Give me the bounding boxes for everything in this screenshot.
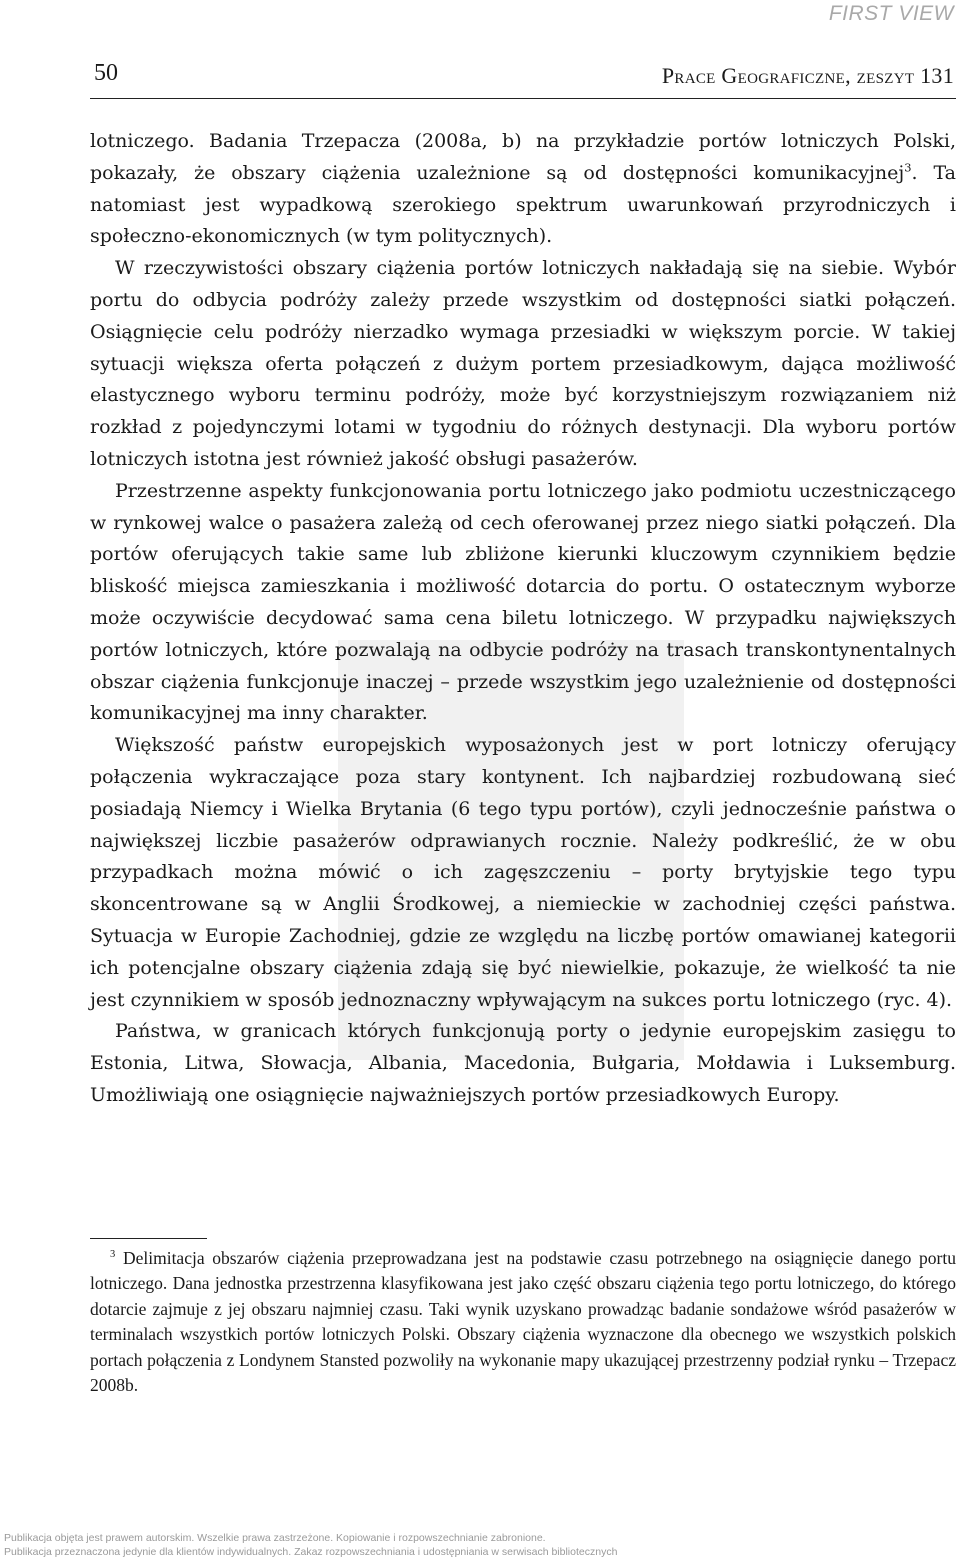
paragraph-3: Przestrzenne aspekty funkcjonowania portu lotniczego jako podmiotu uczestniczącego w rynkowej walce o pasażera zależą od cech oferowanej przez niego siatki połączeń. Dla portów oferujących takie same lub zbliżone kierunki kluczowym czynnikiem będzie bliskość miejsca zamieszkania i możliwość dotarcia do portu. O ostatecznym wyborze może oczywiście decydować sama cena biletu lotniczego. W przypadku największych portów lotniczych, które pozwalają na odbycie podróży na trasach transkontynentalnych obszar ciążenia funkcjonuje inaczej – przede wszystkim jego uzależnienie od dostępności komunikacyjnej ma inny charakter.	[90, 479, 956, 725]
running-head: Prace Geograficzne, zeszyt 131	[661, 63, 954, 88]
footnote	[90, 1246, 956, 1398]
page-number: 50	[94, 60, 118, 86]
copyright-line-2: Publikacja przeznaczona jedynie dla klientów indywidualnych. Zakaz rozpowszechniania i udostępniania w serwisach bibliotecznych	[4, 1546, 618, 1558]
body-text	[90, 126, 956, 1112]
footnote-text: Delimitacja obszarów ciążenia przeprowadzana jest na podstawie czasu potrzebnego na osiągnięcie danego portu lotniczego. Dana jednostka przestrzenna klasyfikowana jest jako część obszaru ciążenia tego portu lotniczego, do którego dotarcie zajmuje z jej obszaru najmniej czasu. Taki wynik uzyskano prowadząc badanie sondażowe wśród pasażerów w terminalach wszystkich portów lotniczych Polski. Obszary ciążenia wyznaczone dla obecnego we wszystkich polskich portach połączenia z Londynem Stansted pozwoliły na wykonanie mapy ukazującej przestrzenny podział rynku – Trzepacz 2008b.	[90, 1248, 956, 1396]
footnote-number: 3	[110, 1249, 116, 1261]
paragraph-2: W rzeczywistości obszary ciążenia portów lotniczych nakładają się na siebie. Wybór portu do odbycia podróży zależy przede wszystkim od dostępności siatki połączeń. Osiągnięcie celu podróży nierzadko wymaga przesiadki w większym porcie. W takiej sytuacji większa oferta połączeń z dużym portem przesiadkowym, dająca możliwość elastycznego wyboru terminu podróży, może być korzystniejszym rozwiązaniem niż rozkład z pojedynczymi lotami w tygodniu do różnych destynacji. Dla wyboru portów lotniczych istotna jest również jakość obsługi pasażerów.	[90, 257, 956, 470]
footnote-rule	[90, 1238, 207, 1239]
copyright-line-1: Publikacja objęta jest prawem autorskim. Wszelkie prawa zastrzeżone. Kopiowanie i rozpowszechnianie zabronione.	[4, 1532, 546, 1544]
copyright-notice	[4, 1531, 617, 1559]
first-view-banner: FIRST VIEW	[828, 2, 954, 25]
paragraph-5: Państwa, w granicach których funkcjonują porty o jedynie europejskim zasięgu to Estonia, Litwa, Słowacja, Albania, Macedonia, Bułgaria, Mołdawia i Luksemburg. Umożliwiają one osiągnięcie najważniejszych portów przesiadkowych Europy.	[90, 1020, 956, 1106]
paragraph-4: Większość państw europejskich wyposażonych jest w port lotniczy oferujący połączenia wykraczające poza stary kontynent. Ich najbardziej rozbudowaną sieć posiadają Niemcy i Wielka Brytania (6 tego typu portów), czyli jednocześnie państwa o największej liczbie pasażerów odprawianych rocznie. Należy podkreślić, że w obu przypadkach można mówić o ich zagęszczeniu – porty brytyjskie tego typu skoncentrowane są w Anglii Środkowej, a niemieckie w zachodniej części państwa. Sytuacja w Europie Zachodniej, gdzie ze względu na liczbę portów omawianej kategorii ich potencjalne obszary ciążenia zdają się być niewielkie, pokazuje, że wielkość ta nie jest czynnikiem w sposób jednoznaczny wpływającym na sukces portu lotniczego (ryc. 4).	[90, 734, 956, 1011]
footnote-reference[interactable]: 3	[904, 160, 912, 175]
paragraph-1	[90, 126, 956, 253]
paragraph-1-text: lotniczego. Badania Trzepacza (2008a, b) na przykładzie portów lotniczych Polski, pokazały, że obszary ciążenia uzależnione są od dostępności komunikacyjnej	[90, 130, 956, 184]
paragraph-1-tail: . Ta natomiast jest wypadkową szerokiego spektrum uwarunkowań przyrodniczych i społeczno-ekonomicznych (w tym politycznych).	[90, 161, 956, 248]
header-rule	[90, 98, 956, 99]
